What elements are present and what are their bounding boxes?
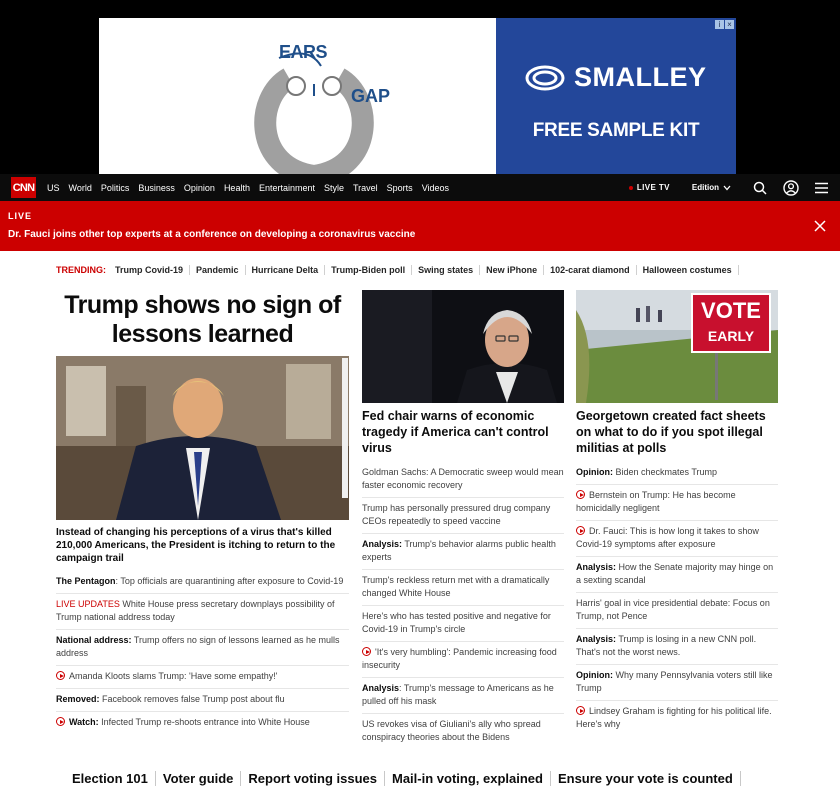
item-text: Why many Pennsylvania voters still like Trump: [576, 670, 773, 693]
live-tv-link[interactable]: LIVE TV: [636, 183, 670, 192]
item-text: How the Senate majority may hinge on a sexting scandal: [576, 562, 774, 585]
list-item[interactable]: [362, 714, 564, 749]
item-text: Dr. Fauci: This is how long it takes to show Covid-19 symptoms after exposure: [576, 526, 759, 549]
nav-link-opinion[interactable]: Opinion: [183, 182, 215, 193]
live-updates-tag: LIVE UPDATES: [56, 599, 120, 609]
item-prefix: Removed:: [56, 694, 100, 704]
trending-item[interactable]: Pandemic: [190, 265, 246, 275]
item-prefix: Analysis:: [576, 634, 617, 644]
account-button[interactable]: [783, 180, 799, 196]
list-item[interactable]: [56, 712, 349, 734]
nav-link-us[interactable]: US: [47, 182, 60, 193]
live-banner[interactable]: [0, 201, 840, 251]
item-text: : Trump's message to Americans as he pulled off his mask: [362, 683, 554, 706]
advertisement[interactable]: [99, 18, 736, 174]
right-column: [576, 290, 778, 736]
lead-story-list: [56, 571, 349, 734]
item-prefix: The Pentagon: [56, 576, 116, 586]
photo-credit-strip: [342, 358, 348, 498]
trending-item[interactable]: Hurricane Delta: [246, 265, 326, 275]
item-text: Trump has personally pressured drug company CEOs repeatedly to speed vaccine: [362, 503, 551, 526]
cnn-logo[interactable]: CNN: [11, 177, 36, 198]
ad-strip: [0, 0, 840, 174]
nav-link-style[interactable]: Style: [323, 182, 344, 193]
item-text: Amanda Kloots slams Trump: 'Have some empathy!': [69, 671, 278, 681]
list-item[interactable]: [576, 485, 778, 521]
item-text: 'It's very humbling': Pandemic increasing food insecurity: [362, 647, 557, 670]
search-button[interactable]: [753, 181, 767, 195]
item-text: : Top officials are quarantining after exposure to Covid-19: [115, 576, 344, 586]
nav-link-sports[interactable]: Sports: [386, 182, 413, 193]
powell-photo: [362, 290, 564, 403]
live-label: LIVE: [8, 211, 33, 221]
story-headline[interactable]: Fed chair warns of economic tragedy if America can't control virus: [362, 409, 549, 455]
list-item[interactable]: [56, 630, 349, 666]
item-prefix: National address:: [56, 635, 132, 645]
right-story-list: [576, 462, 778, 736]
item-prefix: Opinion:: [576, 467, 613, 477]
list-item[interactable]: [56, 594, 349, 630]
nav-right: [629, 174, 828, 201]
trending-item[interactable]: New iPhone: [480, 265, 544, 275]
list-item[interactable]: [362, 678, 564, 714]
item-prefix: Analysis: [362, 683, 400, 693]
nav-link-world[interactable]: World: [68, 182, 92, 193]
middle-column: [362, 290, 564, 749]
election-link[interactable]: Election 101: [72, 771, 156, 786]
election-links-bar: [72, 771, 741, 786]
ad-ears-label: EARS: [279, 42, 328, 62]
ad-brand-panel[interactable]: [496, 18, 736, 174]
trending-bar: [56, 265, 796, 275]
item-prefix: Analysis:: [576, 562, 617, 572]
close-button[interactable]: [814, 219, 826, 237]
hamburger-icon: [815, 182, 828, 194]
nav-links: [47, 183, 458, 193]
ad-logo: [524, 62, 707, 93]
list-item[interactable]: [362, 534, 564, 570]
user-icon: [783, 180, 799, 196]
item-text: Trump offers no sign of lessons learned as he mulls address: [56, 635, 340, 658]
chevron-down-icon: [723, 185, 731, 191]
list-item[interactable]: [362, 498, 564, 534]
list-item[interactable]: [362, 462, 564, 498]
close-icon: [814, 220, 826, 232]
trending-item[interactable]: 102-carat diamond: [544, 265, 637, 275]
item-prefix: Opinion:: [576, 670, 613, 680]
edition-selector[interactable]: [692, 183, 731, 192]
video-play-icon: [56, 671, 65, 680]
menu-button[interactable]: [815, 182, 828, 194]
item-text: Infected Trump re-shoots entrance into White House: [98, 717, 310, 727]
video-play-icon: [576, 706, 585, 715]
list-item[interactable]: [56, 689, 349, 712]
trending-item[interactable]: Swing states: [412, 265, 480, 275]
sign-early-text: EARLY: [707, 328, 755, 344]
list-item[interactable]: [576, 629, 778, 665]
ad-illustration: [99, 18, 496, 174]
list-item[interactable]: [576, 557, 778, 593]
video-play-icon: [362, 647, 371, 656]
middle-story-list: [362, 462, 564, 749]
hero-headline[interactable]: Trump shows no sign of lessons learned: [64, 291, 341, 348]
edition-label: Edition: [691, 183, 719, 192]
hero-image[interactable]: [56, 356, 349, 520]
hero-caption[interactable]: Instead of changing his perceptions of a virus that's killed 210,000 Americans, the President is itching to return to the campaign trail: [56, 527, 336, 564]
nav-link-politics[interactable]: Politics: [100, 182, 130, 193]
list-item[interactable]: [576, 593, 778, 629]
item-text: Trump's behavior alarms public health experts: [362, 539, 556, 562]
list-item[interactable]: [576, 701, 778, 736]
video-play-icon: [56, 717, 65, 726]
election-link[interactable]: Voter guide: [156, 771, 242, 786]
item-text: US revokes visa of Giuliani's ally who spread conspiracy theories about the Bidens: [362, 719, 541, 742]
retaining-ring-graphic: [249, 48, 379, 174]
list-item[interactable]: [56, 666, 349, 689]
story-image[interactable]: [576, 290, 778, 403]
item-text: White House press secretary downplays possibility of Trump national address today: [56, 599, 335, 622]
smalley-logo-icon: [524, 63, 566, 93]
nav-link-business[interactable]: Business: [138, 182, 175, 193]
list-item[interactable]: [576, 521, 778, 557]
list-item[interactable]: [362, 570, 564, 606]
story-headline[interactable]: Georgetown created fact sheets on what to do if you spot illegal militias at polls: [576, 409, 766, 455]
trending-item[interactable]: Trump Covid-19: [109, 265, 190, 275]
ad-choices-icon[interactable]: i ×: [715, 20, 734, 29]
trending-item[interactable]: Halloween costumes: [637, 265, 739, 275]
nav-link-health[interactable]: Health: [223, 182, 250, 193]
live-dot-icon: [629, 186, 633, 190]
live-headline[interactable]: Dr. Fauci joins other top experts at a conference on developing a coronavirus vaccine: [8, 229, 416, 240]
nav-link-entertainment[interactable]: Entertainment: [258, 182, 315, 193]
item-text: Lindsey Graham is fighting for his political life. Here's why: [576, 706, 772, 729]
item-text: Here's who has tested positive and negative for Covid-19 in Trump's circle: [362, 611, 551, 634]
video-play-icon: [576, 490, 585, 499]
video-play-icon: [576, 526, 585, 535]
list-item[interactable]: [576, 462, 778, 485]
vote-early-photo: [576, 290, 778, 403]
election-link[interactable]: Mail-in voting, explained: [385, 771, 551, 786]
trending-item[interactable]: Trump-Biden poll: [325, 265, 412, 275]
item-text: Goldman Sachs: A Democratic sweep would mean faster economic recovery: [362, 467, 564, 490]
item-text: Facebook removes false Trump post about flu: [99, 694, 285, 704]
main-nav: [0, 174, 840, 201]
item-text: Biden checkmates Trump: [613, 467, 718, 477]
trump-photo: [56, 356, 349, 520]
ad-gap-label: GAP: [351, 86, 391, 106]
list-item[interactable]: [362, 642, 564, 678]
item-text: Bernstein on Trump: He has become homicidally negligent: [576, 490, 736, 513]
nav-link-videos[interactable]: Videos: [421, 182, 450, 193]
list-item[interactable]: [362, 606, 564, 642]
nav-link-travel[interactable]: Travel: [353, 182, 378, 193]
ad-brand-name: SMALLEY: [574, 62, 707, 92]
search-icon: [753, 181, 767, 195]
item-text: Harris' goal in vice presidential debate: Focus on Trump, not Pence: [576, 598, 770, 621]
item-text: Trump's reckless return met with a dramatically changed White House: [362, 575, 550, 598]
ad-cta[interactable]: FREE SAMPLE KIT: [532, 120, 700, 141]
election-link[interactable]: Report voting issues: [241, 771, 385, 786]
lead-column: [56, 290, 349, 734]
item-text: Trump is losing in a new CNN poll. That's not the worst news.: [576, 634, 757, 657]
election-link[interactable]: Ensure your vote is counted: [551, 771, 741, 786]
sign-vote-text: VOTE: [701, 298, 761, 323]
item-prefix: Watch:: [69, 717, 99, 727]
trending-label: TRENDING:: [56, 265, 106, 275]
item-prefix: Analysis:: [362, 539, 403, 549]
story-image[interactable]: [362, 290, 564, 403]
list-item[interactable]: [56, 571, 349, 594]
list-item[interactable]: [576, 665, 778, 701]
